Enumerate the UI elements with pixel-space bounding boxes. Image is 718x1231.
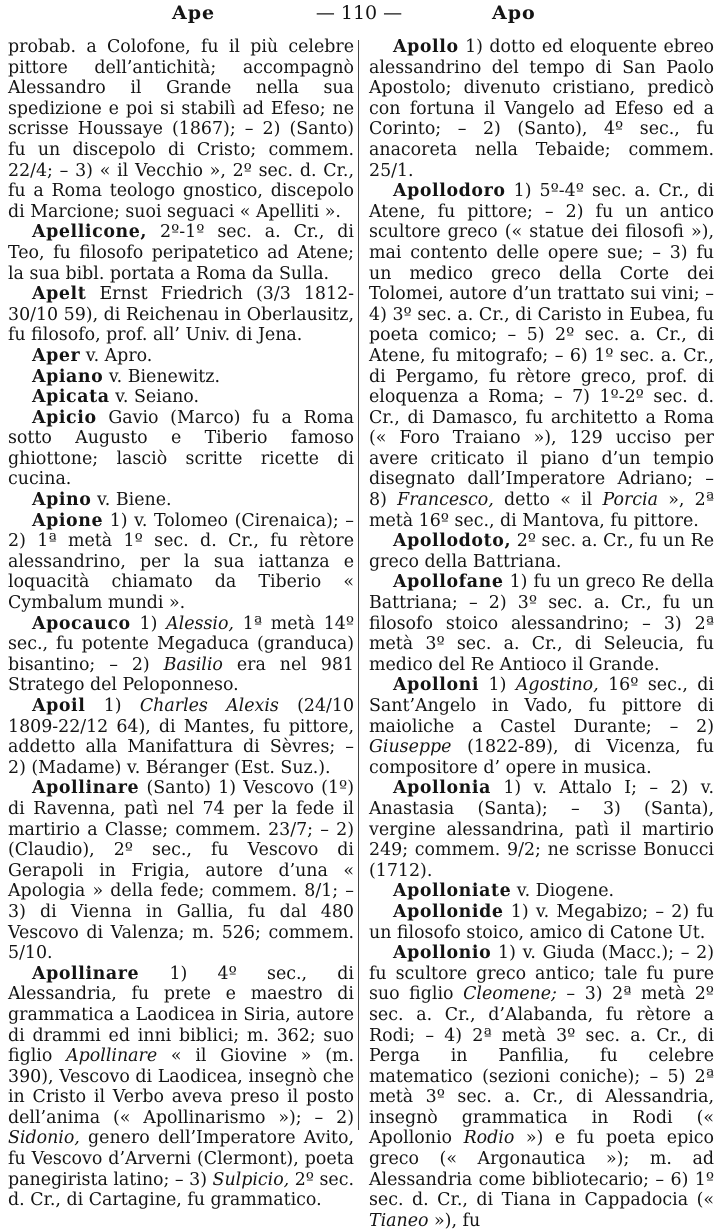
entry-text: 1) v. Megabizo; – 2) fu un filosofo stoico, amico di Catone Ut. — [369, 901, 714, 943]
italic-name: Basilio — [163, 654, 223, 675]
dictionary-entry — [369, 881, 714, 902]
entry-headword: Apicio — [32, 407, 97, 428]
entry-text: 1) — [85, 696, 140, 716]
dictionary-entry — [8, 511, 354, 614]
entry-headword: Apollodoto, — [393, 531, 512, 552]
dictionary-entry — [8, 387, 354, 408]
entry-text: era nel 981 Stratego del Peloponneso. — [8, 654, 354, 696]
dictionary-entry — [8, 696, 354, 778]
entry-text: v. Seiano. — [109, 387, 199, 408]
page-header — [0, 2, 718, 28]
entry-text: Ernst Friedrich (3/3 1812-30/10 59), di Reichenau in Oberlausitz, fu filosofo, prof. all’ Univ. di Jena. — [8, 284, 354, 346]
entry-headword: Apollinare — [32, 963, 140, 984]
italic-name: Tianeo — [369, 1210, 429, 1231]
dictionary-entry — [369, 181, 714, 531]
entry-text: 1) 5º-4º sec. a. Cr., di Atene, fu pittore; – 2) fu un antico scultore greco (« statue dei filosofi »), mai contento delle opere sue; – 3) fu un medico greco della Corte dei Tolomei, autore d’un trattato sui vini; – 4) 3º sec. a. Cr., di Caristo in Eubea, fu poeta comico; – 5) 2º sec. a. Cr., di Atene, fu mitografo; – 6) 1º sec. a. Cr., di Pergamo, fu rètore greco, prof. di eloquenza a Roma; – 7) 1º-2º sec. d. Cr., di Damasco, fu architetto a Roma (« Foro Traiano »), 129 ucciso per avere criticato il piano d’un tempio disegnato dall’Imperatore Adriano; – 8) — [369, 181, 714, 511]
entry-headword: Apollonio — [393, 943, 492, 964]
dictionary-entry — [8, 408, 354, 490]
entry-text: – 3) 2ª metà 2º sec. a. Cr., d’Alabanda, fu rètore a Rodi; – 4) 2ª metà 3º sec. a. Cr., di Perga in Panfilia, fu celebre matematico (sezioni coniche); – 5) 2ª metà 3º sec. a. Cr., di Alessandria, insegnò grammatica in Rodi (« Apollonio — [369, 984, 714, 1149]
italic-name: Alessio, — [166, 613, 234, 634]
dictionary-entry — [8, 284, 354, 346]
dictionary-entry — [369, 572, 714, 675]
entry-text: 2º-1º sec. a. Cr., di Teo, fu filosofo peripatetico ad Atene; la sua bibl. portata a Roma da Sulla. — [8, 222, 354, 284]
entry-headword: Apicata — [32, 387, 110, 408]
dictionary-entry — [369, 943, 714, 1231]
entry-headword: Apino — [32, 490, 92, 511]
entry-text: 1) v. Tolomeo (Cirenaica); – 2) 1ª metà 1º sec. d. Cr., fu rètore alessandrino, per la sua iattanza e loquacità chiamato da Tiberio « Cymbalum mundi ». — [8, 510, 354, 614]
dictionary-entry — [8, 367, 354, 388]
italic-name: Sulpicio, — [212, 1169, 290, 1190]
entry-headword: Apoil — [32, 696, 86, 716]
entry-headword: Apollonide — [393, 901, 504, 922]
entry-text: 16º sec., di Sant’Angelo in Vado, fu pittore di maioliche a Castel Durante; – 2) — [369, 675, 714, 737]
entry-text: (24/10 1809-22/12 64), di Mantes, fu pittore, addetto alla Manifattura di Sèvres; – 2) (Madame) v. Béranger (Est. Suz.). — [8, 696, 355, 778]
entry-text: v. Biene. — [91, 490, 172, 511]
dictionary-entry — [8, 614, 354, 696]
entry-headword: Apolloni — [393, 675, 480, 696]
italic-name: Charles Alexis — [139, 696, 279, 716]
italic-name: Giuseppe — [369, 737, 452, 758]
dictionary-entry — [369, 531, 714, 572]
entry-headword: Apocauco — [32, 613, 131, 634]
header-right-guideword: Apo — [492, 2, 536, 24]
italic-name: Cleomene; — [463, 984, 557, 1005]
dictionary-entry — [369, 37, 714, 181]
entry-text: ») e fu poeta epico greco (« Argonautica »); m. ad Alessandria come bibliotecario; – 6) 1º sec. d. Cr., di Tiana in Cappadocia (« — [369, 1128, 714, 1211]
entry-text: », 2ª metà 16º sec., di Mantova, fu pittore. — [369, 490, 714, 531]
entry-text: probab. a Colofone, fu il più celebre pittore dell’antichità; accompagnò Alessandro il Grande nella sua spedizione e poi si stabilì ad Efeso; ne scrisse Houssaye (1867); – 2) (Santo) fu un discepolo di Cristo; commem. 22/4; – 3) « il Vecchio », 2º sec. d. Cr., fu a Roma teologo gnostico, discepolo di Marcione; suoi seguaci « Apelliti ». — [8, 37, 354, 222]
entry-text: »), fu — [428, 1210, 481, 1231]
entry-headword: Apollo — [393, 37, 459, 57]
italic-name: Rodio — [463, 1128, 515, 1149]
dictionary-entry — [8, 490, 354, 511]
entry-text: 1) v. Giuda (Macc.); – 2) fu scultore greco antico; tale fu pure suo figlio — [369, 943, 714, 1005]
dictionary-entry — [8, 346, 354, 367]
entry-headword: Apolloniate — [393, 881, 512, 902]
italic-name: Sidonio, — [8, 1128, 80, 1149]
entry-text: 1) 4º sec., di Alessandria, fu prete e maestro di grammatica a Laodicea in Siria, autore di drammi ed inni biblici; m. 362; suo figlio — [8, 963, 354, 1067]
entry-text: genero dell’Imperatore Avito, fu Vescovo d’Arverni (Clermont), poeta panegirista latino; – 3) — [8, 1128, 354, 1190]
column-divider — [358, 40, 359, 1130]
italic-name: Agostino, — [515, 675, 599, 696]
entry-text: 1ª metà 14º sec., fu potente Megaduca (granduca) bisantino; – 2) — [8, 613, 355, 675]
entry-text: (1822-89), di Vicenza, fu compositore d’ opere in musica. — [369, 737, 714, 778]
entry-text: « il Giovine » (m. 390), Vescovo di Laodicea, insegnò che in Cristo il Verbo aveva preso il posto dell’anima (« Apollinarismo »); – 2) — [8, 1046, 355, 1128]
dictionary-entry — [8, 37, 354, 222]
entry-text: v. Bienewitz. — [103, 366, 220, 387]
italic-name: Francesco, — [397, 490, 494, 511]
left-column — [8, 37, 354, 1211]
dictionary-entry — [8, 222, 354, 284]
italic-name: Apollinare — [66, 1046, 158, 1067]
entry-headword: Apollonia — [393, 778, 491, 799]
header-left-guideword: Ape — [172, 2, 216, 24]
dictionary-entry — [8, 778, 354, 963]
entry-text: 1) — [130, 613, 167, 634]
entry-text: 1) dotto ed eloquente ebreo alessandrino del tempo di San Paolo Apostolo; divenuto cristiano, predicò con fortuna il Vangelo ad Efeso ed a Corinto; – 2) (Santo), 4º sec., fu anacoreta nella Tebaide; commem. 25/1. — [369, 37, 714, 181]
entry-headword: Apollofane — [393, 572, 504, 593]
dictionary-entry — [369, 778, 714, 881]
entry-text: 1) v. Attalo I; – 2) v. Anastasia (Santa); – 3) (Santa), vergine alessandrina, patì il martirio 249; commem. 9/2; ne scrisse Bonucci (1712). — [369, 778, 714, 881]
entry-text: 2º sec. d. Cr., di Cartagine, fu grammatico. — [8, 1169, 354, 1211]
entry-headword: Apollinare — [32, 778, 140, 799]
entry-headword: Apelt — [32, 284, 87, 305]
entry-text: (Santo) 1) Vescovo (1º) di Ravenna, patì nel 74 per la fede il martirio a Classe; commem. 23/7; – 2) (Claudio), 2º sec., fu Vescovo di Gerapoli in Frigia, autore d’una « Apologia » della fede; commem. 8/1; – 3) di Vienna in Gallia, fu dal 480 Vescovo di Valenza; m. 526; commem. 5/10. — [8, 778, 354, 964]
entry-text: v. Apro. — [80, 345, 153, 366]
entry-text: detto « il — [493, 490, 603, 511]
italic-name: Porcia — [602, 490, 658, 511]
entry-headword: Apione — [32, 510, 104, 531]
entry-text: Gavio (Marco) fu a Roma sotto Augusto e Tiberio famoso ghiottone; lasciò scritte ricette di cucina. — [8, 407, 354, 490]
entry-headword: Apellicone, — [32, 222, 148, 243]
entry-text: 1) — [479, 675, 516, 696]
entry-text: v. Diogene. — [511, 881, 615, 902]
dictionary-entry — [369, 902, 714, 943]
dictionary-entry — [369, 675, 714, 778]
entry-text: 1) fu un greco Re della Battriana; – 2) 3º sec. a. Cr., fu un filosofo stoico alessandrino; – 3) 2ª metà 3º sec. a. Cr., di Seleucia, fu medico del Re Antioco il Grande. — [369, 572, 714, 675]
right-column — [369, 37, 714, 1231]
dictionary-entry — [8, 964, 354, 1211]
entry-headword: Apiano — [32, 366, 104, 387]
entry-text: 2º sec. a. Cr., fu un Re greco della Battriana. — [369, 531, 714, 572]
entry-headword: Apollodoro — [393, 181, 506, 202]
entry-headword: Aper — [32, 345, 81, 366]
page-number: — 110 — — [315, 2, 403, 24]
